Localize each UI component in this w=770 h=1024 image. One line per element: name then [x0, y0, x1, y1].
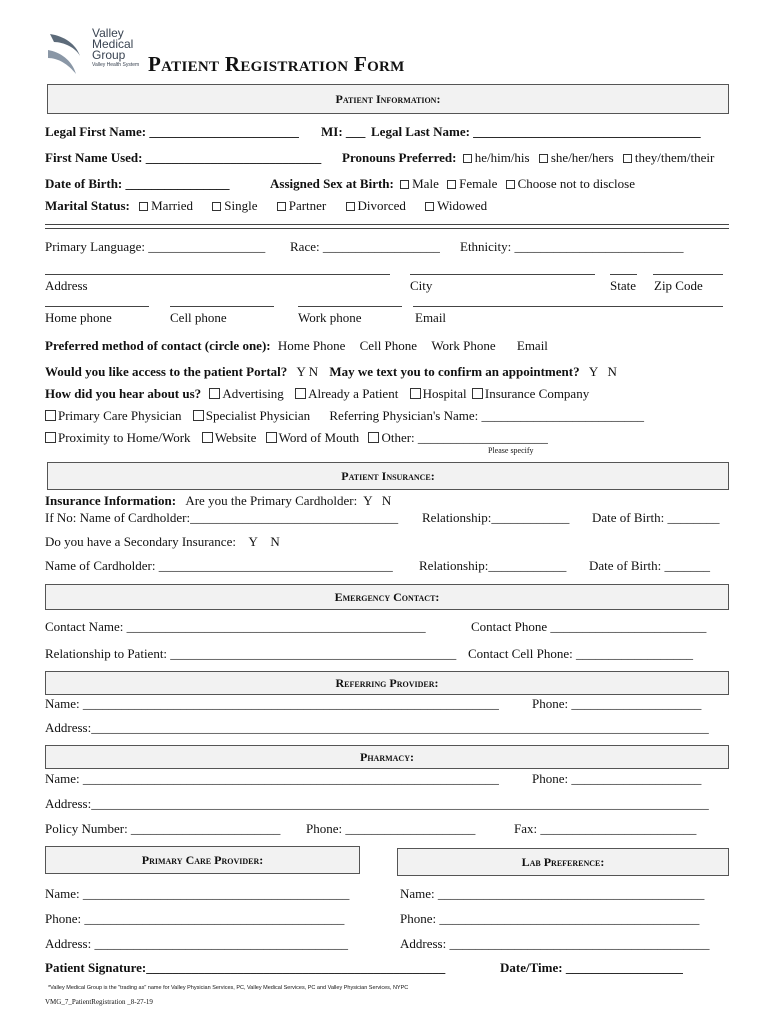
marital-row: [45, 198, 487, 214]
checkbox-icon[interactable]: [539, 154, 548, 163]
logo-line2: Medical: [92, 37, 134, 51]
checkbox-icon[interactable]: [193, 410, 204, 421]
work-phone-label: Work phone: [298, 310, 362, 325]
checkbox-icon[interactable]: [400, 180, 409, 189]
insurance-info-row: [45, 493, 391, 509]
section-title: Patient Insurance:: [341, 468, 435, 483]
referring-phone-field[interactable]: Phone: ____________________: [532, 696, 702, 711]
pronoun-option-3[interactable]: they/them/their: [623, 150, 714, 165]
logo-line4: Valley Health System: [92, 62, 140, 68]
home-phone-label: Home phone: [45, 310, 112, 325]
secondary-insurance-question[interactable]: Do you have a Secondary Insurance: Y N: [45, 534, 280, 549]
section-title: Emergency Contact:: [334, 589, 440, 604]
sex-option-undisclosed[interactable]: Choose not to disclose: [506, 176, 635, 191]
pharmacy-phone-field[interactable]: Phone: ____________________: [532, 771, 702, 786]
cardholder-name-field-2[interactable]: Name of Cardholder: ____________________________________: [45, 558, 393, 573]
preferred-home-phone[interactable]: Home Phone: [277, 338, 346, 353]
section-title: Referring Provider:: [335, 675, 439, 690]
date-time-field[interactable]: Date/Time: __________________: [500, 960, 683, 975]
hear-word-of-mouth[interactable]: Word of Mouth: [266, 430, 360, 445]
pharmacy-phone-field-2[interactable]: Phone: ____________________: [306, 821, 476, 836]
legal-first-name-field[interactable]: Legal First Name: _______________________: [45, 124, 299, 139]
section-title: Lab Preference:: [521, 854, 605, 869]
footnote: *Valley Medical Group is the "trading as" name for Valley Physician Services, PC, Valley Medical Services, PC and Valley Physician Services, NYPC: [48, 985, 409, 991]
sex-option-female[interactable]: Female: [447, 176, 497, 191]
emergency-relationship[interactable]: Relationship to Patient: ____________________________________________: [45, 646, 457, 661]
pharmacy-address-field[interactable]: Address:_______________________________________________________________________________________________: [45, 796, 709, 811]
checkbox-icon[interactable]: [368, 432, 379, 443]
home-phone-line[interactable]: [45, 306, 149, 307]
cell-phone-label: Cell phone: [170, 310, 227, 325]
preferred-work-phone[interactable]: Work Phone: [431, 338, 496, 353]
race-field[interactable]: Race: __________________: [290, 239, 440, 254]
checkbox-icon[interactable]: [212, 202, 221, 211]
relationship-field-2[interactable]: Relationship:____________: [419, 558, 567, 573]
pronouns-label: Pronouns Preferred:: [342, 150, 457, 165]
checkbox-icon[interactable]: [45, 432, 56, 443]
checkbox-icon[interactable]: [463, 154, 472, 163]
zip-line[interactable]: [653, 274, 723, 275]
section-header-pcp: [45, 846, 360, 874]
state-label: State: [610, 278, 636, 293]
checkbox-icon[interactable]: [45, 410, 56, 421]
address-line[interactable]: [45, 274, 390, 275]
marital-partner[interactable]: Partner: [277, 198, 327, 213]
dob-field-2[interactable]: Date of Birth: _______: [589, 558, 710, 573]
city-line[interactable]: [410, 274, 595, 275]
sex-label: Assigned Sex at Birth:: [270, 176, 394, 191]
checkbox-icon[interactable]: [295, 388, 306, 399]
hear-already-patient[interactable]: Already a Patient: [295, 386, 398, 401]
hear-website[interactable]: Website: [202, 430, 257, 445]
email-label: Email: [415, 310, 447, 325]
section-title: Patient Information:: [335, 91, 441, 106]
hear-pcp[interactable]: Primary Care Physician: [45, 408, 181, 423]
preferred-contact-row: [45, 338, 548, 354]
please-specify-note: Please specify: [488, 446, 534, 455]
city-label: City: [410, 278, 433, 293]
hear-row-1: [45, 386, 589, 402]
marital-widowed[interactable]: Widowed: [425, 198, 487, 213]
hear-row-3: [45, 430, 548, 446]
section-title: Primary Care Provider:: [141, 852, 264, 867]
text-question: May we text you to confirm an appointment?: [329, 364, 580, 379]
checkbox-icon[interactable]: [447, 180, 456, 189]
divider: [45, 224, 729, 225]
preferred-contact-label: Preferred method of contact (circle one):: [45, 338, 271, 353]
emergency-cell-phone[interactable]: Contact Cell Phone: __________________: [468, 646, 693, 661]
lab-phone-field[interactable]: Phone: ________________________________________: [400, 911, 700, 926]
cell-phone-line[interactable]: [170, 306, 274, 307]
lab-name-field[interactable]: Name: _________________________________________: [400, 886, 705, 901]
referring-name-field[interactable]: Name: ________________________________________________________________: [45, 696, 499, 711]
work-phone-line[interactable]: [298, 306, 402, 307]
hear-advertising[interactable]: Advertising: [209, 386, 283, 401]
marital-single[interactable]: Single: [212, 198, 257, 213]
relationship-field-1[interactable]: Relationship:____________: [422, 510, 570, 525]
section-header-emergency: [45, 584, 729, 610]
pcp-phone-field[interactable]: Phone: ________________________________________: [45, 911, 345, 926]
checkbox-icon[interactable]: [139, 202, 148, 211]
section-header-referring: [45, 671, 729, 695]
address-label: Address: [45, 278, 88, 293]
hear-insurance-company[interactable]: Insurance Company: [472, 386, 589, 401]
policy-number-field[interactable]: Policy Number: _______________________: [45, 821, 281, 836]
checkbox-icon[interactable]: [202, 432, 213, 443]
referring-address-field[interactable]: Address:_______________________________________________________________________________________________: [45, 720, 709, 735]
first-name-used-field[interactable]: First Name Used: ___________________________: [45, 150, 322, 165]
emergency-contact-name[interactable]: Contact Name: ______________________________________________: [45, 619, 426, 634]
preferred-email[interactable]: Email: [516, 338, 548, 353]
pharmacy-name-field[interactable]: Name: ________________________________________________________________: [45, 771, 499, 786]
hear-other[interactable]: Other: ____________________: [368, 430, 547, 445]
logo: [46, 28, 138, 76]
portal-question: Would you like access to the patient Portal?: [45, 364, 288, 379]
primary-cardholder-question[interactable]: Are you the Primary Cardholder: Y N: [185, 493, 392, 508]
checkbox-icon[interactable]: [410, 388, 421, 399]
section-header-patient-info: [47, 84, 729, 114]
insurance-info-label: Insurance Information:: [45, 493, 177, 508]
form-id: VMG_7_PatientRegistration _8-27-19: [45, 998, 153, 1006]
checkbox-icon[interactable]: [506, 180, 515, 189]
state-line[interactable]: [610, 274, 637, 275]
marital-divorced[interactable]: Divorced: [346, 198, 406, 213]
checkbox-icon[interactable]: [277, 202, 286, 211]
dob-field[interactable]: Date of Birth: ________________: [45, 176, 230, 191]
preferred-cell-phone[interactable]: Cell Phone: [359, 338, 418, 353]
pronouns-row: [342, 150, 714, 166]
zip-label: Zip Code: [654, 278, 703, 293]
sex-row: [270, 176, 635, 192]
ethnicity-field[interactable]: Ethnicity: __________________________: [460, 239, 684, 254]
pcp-name-field[interactable]: Name: _________________________________________: [45, 886, 350, 901]
hear-question: How did you hear about us?: [45, 386, 202, 401]
checkbox-icon[interactable]: [266, 432, 277, 443]
section-header-lab: [397, 848, 729, 876]
checkbox-icon[interactable]: [623, 154, 632, 163]
divider: [45, 228, 729, 229]
section-header-pharmacy: [45, 745, 729, 769]
portal-row: [45, 364, 617, 380]
page-title: Patient Registration Form: [148, 52, 405, 76]
marital-married[interactable]: Married: [139, 198, 193, 213]
checkbox-icon[interactable]: [209, 388, 220, 399]
sex-option-male[interactable]: Male: [400, 176, 439, 191]
hear-hospital[interactable]: Hospital: [410, 386, 467, 401]
lab-address-field[interactable]: Address: ________________________________________: [400, 936, 710, 951]
cardholder-name-field[interactable]: If No: Name of Cardholder:________________________________: [45, 510, 399, 525]
pcp-address-field[interactable]: Address: _______________________________________: [45, 936, 348, 951]
emergency-contact-phone[interactable]: Contact Phone ________________________: [471, 619, 707, 634]
portal-yn[interactable]: Y N: [296, 364, 319, 379]
primary-language-field[interactable]: Primary Language: __________________: [45, 239, 266, 254]
email-line[interactable]: [413, 306, 723, 307]
hear-specialist[interactable]: Specialist Physician: [193, 408, 310, 423]
pharmacy-fax-field[interactable]: Fax: ________________________: [514, 821, 697, 836]
checkbox-icon[interactable]: [346, 202, 355, 211]
marital-label: Marital Status:: [45, 198, 130, 213]
section-header-insurance: [47, 462, 729, 490]
pronoun-option-2[interactable]: she/her/hers: [539, 150, 614, 165]
mi-field[interactable]: MI: ___: [321, 124, 366, 139]
legal-last-name-field[interactable]: Legal Last Name: ___________________________________: [371, 124, 701, 139]
logo-line3: Group: [92, 48, 126, 62]
logo-mark-icon: [46, 30, 90, 76]
checkbox-icon[interactable]: [472, 388, 483, 399]
checkbox-icon[interactable]: [425, 202, 434, 211]
hear-row-2: [45, 408, 644, 424]
hear-proximity[interactable]: Proximity to Home/Work: [45, 430, 191, 445]
logo-line1: Valley: [92, 26, 124, 40]
patient-signature-field[interactable]: Patient Signature:______________________________________________: [45, 960, 446, 975]
section-title: Pharmacy:: [360, 749, 414, 764]
dob-field-1[interactable]: Date of Birth: ________: [592, 510, 720, 525]
referring-physician-field[interactable]: Referring Physician's Name: _________________________: [329, 408, 645, 423]
text-yn[interactable]: Y N: [588, 364, 617, 379]
pronoun-option-1[interactable]: he/him/his: [463, 150, 530, 165]
